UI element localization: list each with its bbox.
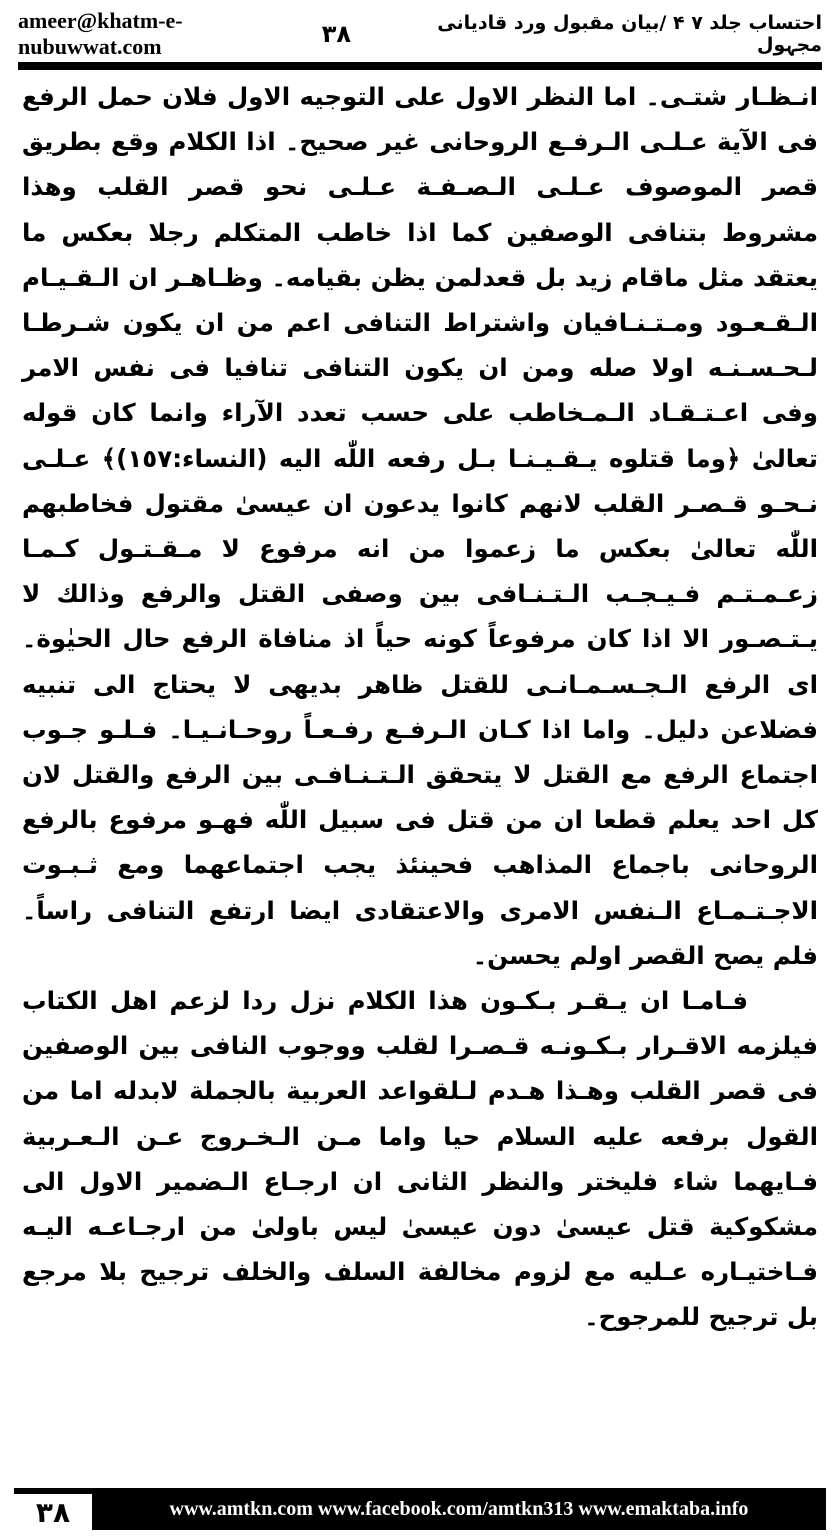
paragraph-1: انـظـار شتـى۔ اما النظر الاول على التوجيه الاول فلان حمل الرفع فى الآية عـلـى الـرفـع الروحانى غير صحيح۔ اذا الكلام وقع بطريق قصر الموصوف عـلـى الـصـفـة عـلـى نحو قصر القلب وهذا مشروط بتنافى الوصفين كما اذا خاطب المتكلم رجلا بعكس ما يعتقد مثل ماقام زيد بل قعدلمن يظن بقيامه۔ وظـاهـر ان الـقـيـام الـقـعـود ومـتـنـافيان واشتراط التنافى اعم من ان يكون شـرطـا لـحـسـنـه اولا صله ومن ان يكون التنافى تنافيا فى نفس الامر وفى اعـتـقـاد الـمـخاطب على حسب تعدد الآراء وانما كان قوله تعالىٰ ﴿وما قتلوه يـقـيـنـا بـل رفعه اللّٰه اليه (النساء:١٥٧)﴾ عـلـى نـحـو قـصـر القلب لانهم كانوا يدعون ان عيسىٰ مقتول فخاطبهم اللّٰه تعالىٰ بعكس ما زعموا من انه مرفوع لا مـقـتـول كـمـا زعـمـتـم فـيـجـب الـتـنـافى بين وصفى القتل والرفع وذالك لا يـتـصـور الا اذا كان مرفوعاً كونه حياً اذ منافاة الرفع حال الحيٰوة۔ اى الرفع الـجـسـمـانـى للقتل ظاهر بديهى لا يحتاج الى تنبيه فضلاعن دليل۔ واما اذا كـان الـرفـع رفـعـاً روحـانـيـا۔ فـلـو جـوب اجتماع الرفع مع القتل لا يتحقق الـتـنـافـى بين الرفع والقتل لان كل احد يعلم قطعا ان من قتل فى سبيل اللّٰه فهـو مرفوع بالرفع الروحانى باجماع المذاهب فحينئذ يجب اجتماعهما ومع ثـبـوت الاجـتـمـاع الـنفس الامرى والاعتقادى ايضا ارتفع التنافى راساً۔ فلم يصح القصر اولم يحسن۔ (22, 82, 818, 970)
header-title: احتساب جلد ۷ ۴ /بیان مقبول ورد قادیانی مجہول (437, 12, 822, 56)
footer-urls: www.amtkn.com www.facebook.com/amtkn313 www.emaktaba.info (92, 1488, 826, 1530)
header-page-number: ۳۸ (321, 20, 352, 48)
paragraph-2: فـامـا ان يـقـر بـكـون هذا الكلام نزل ردا لزعم اهل الكتاب فيلزمه الاقـرار بـكـونـه قـصـرا لقلب ووجوب النافى بين الوصفين فى قصر القلب وهـذا هـدم لـلقواعد العربية بالجملة لابدله اما من القول برفعه عليه السلام حيا واما مـن الـخـروج عـن الـعـربية فـايهما شاء فليختر والنظر الثانى ان ارجـاع الـضمير الاول الى مشكوكية قتل عيسىٰ دون عيسىٰ ليس باولىٰ من ارجـاعـه اليـه فـاختيـاره عـليه مع لزوم مخالفة السلف والخلف ترجيح بلا مرجع بل ترجيح للمرجوح۔ (22, 986, 818, 1332)
header-right (322, 12, 822, 56)
page-footer (14, 1488, 826, 1530)
header-email: ameer@khatm-e-nubuwwat.com (18, 8, 183, 59)
page-header (18, 8, 822, 59)
footer-page-number: ۳۸ (14, 1488, 92, 1530)
header-rule (18, 62, 822, 70)
body-text (22, 74, 818, 1340)
